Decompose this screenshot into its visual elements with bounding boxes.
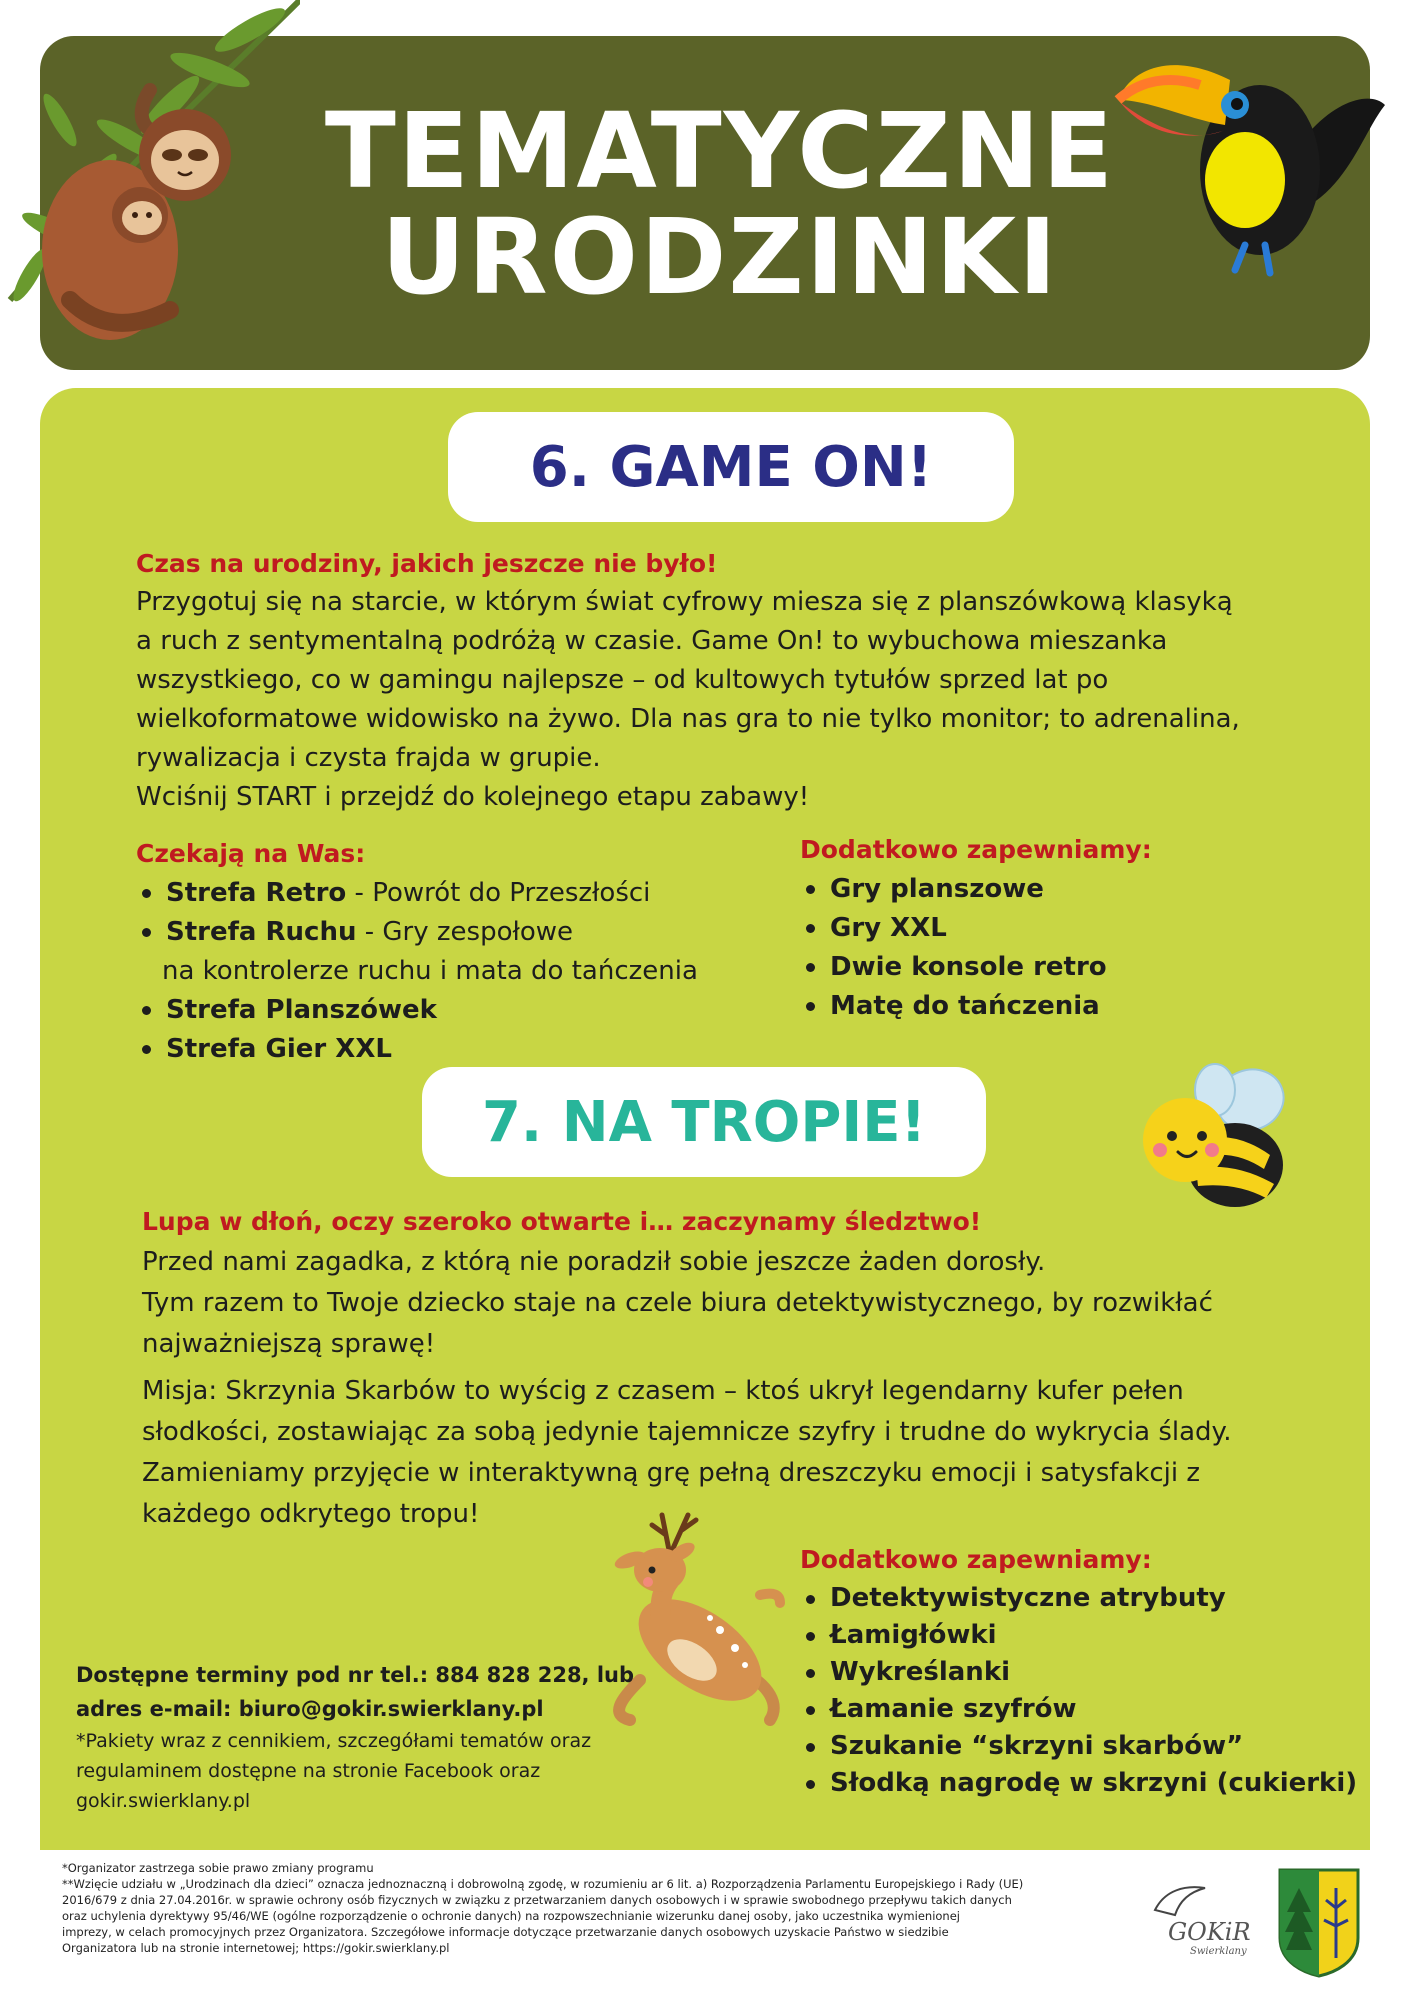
extra-item: Detektywistyczne atrybuty — [800, 1580, 1360, 1617]
zone-item: Strefa Retro - Powrót do Przeszłości — [136, 874, 796, 913]
contact-email: adres e-mail: biuro@gokir.swierklany.pl — [76, 1697, 544, 1721]
extra-item: Matę do tańczenia — [800, 987, 1300, 1026]
na-tropie-line: każdego odkrytego tropu! — [142, 1499, 480, 1529]
contact-website: gokir.swierklany.pl — [76, 1790, 251, 1812]
coat-of-arms-icon — [1278, 1868, 1360, 1978]
extra-item: Łamanie szyfrów — [800, 1691, 1360, 1728]
extra-item: Gry XXL — [800, 909, 1300, 948]
bee-illustration — [1130, 1060, 1300, 1220]
contact-note: regulaminem dostępne na stronie Facebook oraz — [76, 1760, 541, 1782]
extra-item: Szukanie “skrzyni skarbów” — [800, 1728, 1360, 1765]
toucan-illustration — [1110, 30, 1390, 290]
title-line-2: URODZINKI — [381, 196, 1059, 318]
na-tropie-line: Przed nami zagadka, z którą nie poradził sobie jeszcze żaden dorosły. — [142, 1247, 1046, 1277]
extra-item: Dwie konsole retro — [800, 948, 1300, 987]
game-on-line: rywalizacja i czysta frajda w grupie. — [136, 743, 601, 773]
extra-item: Słodką nagrodę w skrzyni (cukierki) — [800, 1765, 1360, 1802]
game-on-line: Wciśnij START i przejdź do kolejnego etapu zabawy! — [136, 782, 810, 812]
gokir-logo: GOKiR Swierklany — [1150, 1880, 1260, 1970]
zone-item: Strefa Gier XXL — [136, 1030, 796, 1069]
game-on-extras — [800, 830, 1300, 1026]
game-on-line: wielkoformatowe widowisko na żywo. Dla nas gra to nie tylko monitor; to adrenalina, — [136, 704, 1240, 734]
game-on-line: Przygotuj się na starcie, w którym świat cyfrowy miesza się z planszówkową klasyką — [136, 587, 1233, 617]
na-tropie-extras — [800, 1540, 1360, 1802]
na-tropie-line: Misja: Skrzynia Skarbów to wyścig z czasem – ktoś ukrył legendarny kufer pełen — [142, 1376, 1184, 1406]
zone-item: Strefa Planszówek — [136, 991, 796, 1030]
extra-item: Gry planszowe — [800, 870, 1300, 909]
extras-heading-2: Dodatkowo zapewniamy: — [800, 1545, 1152, 1574]
extra-item: Łamigłówki — [800, 1617, 1360, 1654]
game-on-lead: Czas na urodziny, jakich jeszcze nie było! — [136, 549, 718, 578]
na-tropie-line: Zamieniamy przyjęcie w interaktywną grę pełną dreszczyku emocji i satysfakcji z — [142, 1458, 1201, 1488]
na-tropie-line: słodkości, zostawiając za sobą jedynie tajemnicze szyfry i trudne do wykrycia ślady. — [142, 1417, 1232, 1447]
contact-note: *Pakiety wraz z cennikiem, szczegółami tematów oraz — [76, 1730, 592, 1752]
sloth-illustration — [0, 0, 300, 350]
zone-item: Strefa Ruchu - Gry zespołowe — [136, 913, 796, 952]
section-heading-na-tropie: 7. NA TROPIE! — [422, 1067, 986, 1177]
game-on-zones — [136, 834, 796, 1069]
na-tropie-line: najważniejszą sprawę! — [142, 1329, 436, 1359]
legal-footnote: *Organizator zastrzega sobie prawo zmiany programu **Wzięcie udziału w „Urodzinach dla dzieci” oznacza jednoznaczną i dobrowolną zgodę, w rozumieniu ar 6 lit. a) Rozporządzenia Parlamentu Europejskiego i Rady (UE) 2016/679 z dnia 27.04.2016r. w sprawie ochrony osób fizycznych w związku z przetwarzaniem danych osobowych i w sprawie swobodnego przepływu takich danych oraz uchylenia dyrektywy 95/46/WE (ogólne rozporządzenie o ochronie danych) na rozpowszechnianie wizerunku danej osoby, jako uczestnika wymienionej imprezy, w celach promocyjnych przez Organizatora. Szczegółowe informacje dotyczące przetwarzanie danych osobowych uzyskacie Państwo w siedzibie Organizatora lub na stronie internetowej; https://gokir.swierklany.pl — [62, 1861, 1024, 1955]
extra-item: Wykreślanki — [800, 1654, 1360, 1691]
title-line-1: TEMATYCZNE — [324, 90, 1116, 212]
na-tropie-line: Tym razem to Twoje dziecko staje na czele biura detektywistycznego, by rozwikłać — [142, 1288, 1213, 1318]
game-on-line: a ruch z sentymentalną podróżą w czasie. Game On! to wybuchowa mieszanka — [136, 626, 1168, 656]
zone-item-continuation: na kontrolerze ruchu i mata do tańczenia — [162, 956, 698, 986]
contact-phone: Dostępne terminy pod nr tel.: 884 828 228, lub — [76, 1663, 635, 1687]
contact-info — [76, 1658, 636, 1816]
section-heading-game-on: 6. GAME ON! — [448, 412, 1014, 522]
na-tropie-lead: Lupa w dłoń, oczy szeroko otwarte i… zaczynamy śledztwo! — [142, 1207, 982, 1236]
game-on-description — [136, 544, 1316, 817]
na-tropie-description — [142, 1202, 1262, 1535]
bird-icon — [1150, 1880, 1210, 1920]
zones-heading: Czekają na Was: — [136, 839, 366, 868]
extras-heading: Dodatkowo zapewniamy: — [800, 835, 1152, 864]
game-on-line: wszystkiego, co w gamingu najlepsze – od kultowych tytułów sprzed lat po — [136, 665, 1109, 695]
